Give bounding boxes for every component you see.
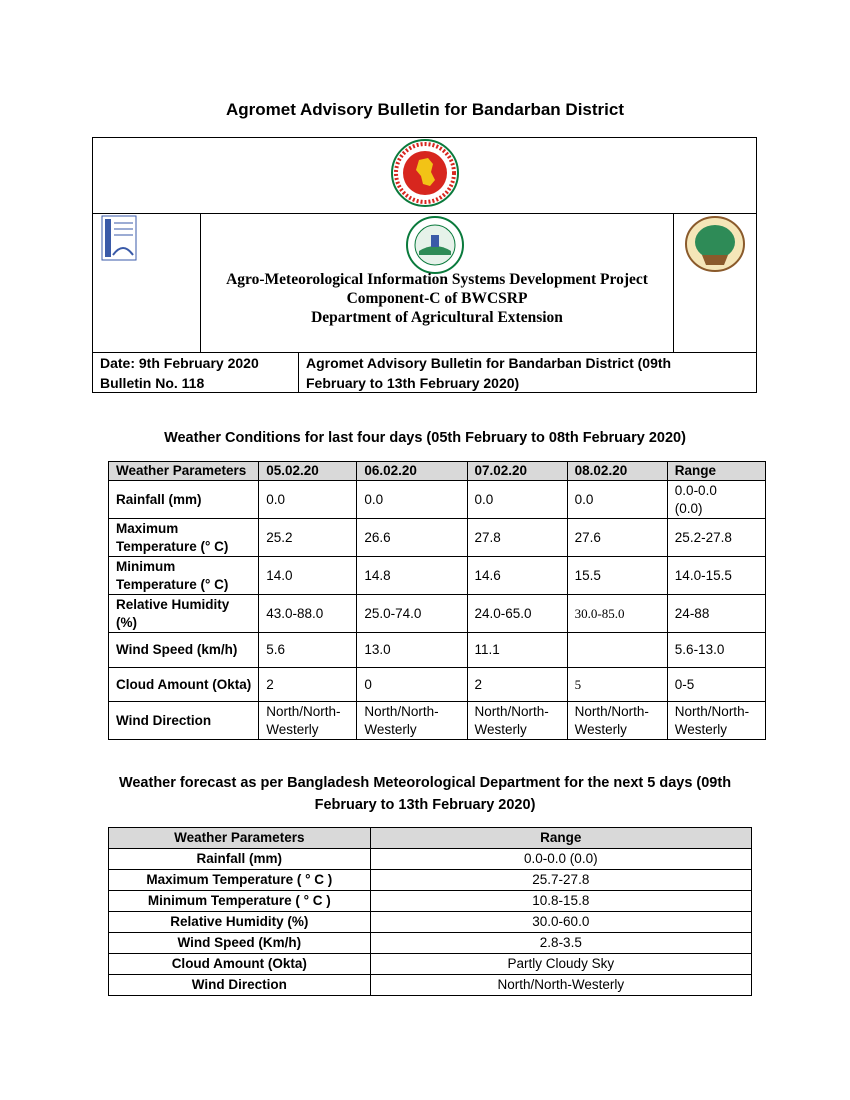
table-row [109,519,766,557]
forecast-table [108,827,752,996]
bulletin-title-cell [299,352,756,393]
parameter-cell: Relative Humidity (%) [109,912,371,933]
header-bottom-row [93,352,756,393]
value-line: Westerly [574,721,627,737]
parameter-cell: Wind Speed (Km/h) [109,933,371,954]
department-name: Department of Agricultural Extension [311,309,563,326]
value-cell: 43.0-88.0 [259,595,357,633]
value-cell [467,702,567,740]
page-title: Agromet Advisory Bulletin for Bandarban District [226,100,624,119]
range-line: 0.0-0.0 [674,482,717,498]
range-cell: 0.0-0.0 (0.0) [370,849,751,870]
header-right-cell [673,213,756,352]
range-cell: 0-5 [667,668,765,702]
bulletin-title-line1: Agromet Advisory Bulletin for Bandarban District (09th [306,355,672,371]
range-cell: 2.8-3.5 [370,933,751,954]
value-line: North/North- [674,703,750,719]
forecast-title [0,772,850,816]
bulletin-date: Date: 9th February 2020 [100,355,259,371]
bulletin-title-line2: February to 13th February 2020) [306,375,520,391]
date-cell [93,352,299,393]
value-cell [567,633,667,668]
table-row [109,595,766,633]
parameter-cell [109,519,259,557]
value-cell: 0.0 [357,481,467,519]
value-cell: 30.0-85.0 [567,595,667,633]
value-cell: 14.0 [259,557,357,595]
table-row [109,933,752,954]
past-weather-table [108,461,766,740]
header-left-cell [93,213,201,352]
param-line: (%) [116,614,137,630]
value-cell: 0.0 [567,481,667,519]
range-cell: North/North-Westerly [370,975,751,996]
range-cell: 25.7-27.8 [370,870,751,891]
header-box [92,137,757,393]
table-row [109,481,766,519]
range-cell: 10.8-15.8 [370,891,751,912]
header-top-row [93,138,756,214]
table-row [109,557,766,595]
table-header-row [109,828,752,849]
param-line: Maximum [116,520,179,536]
parameter-cell: Wind Direction [109,702,259,740]
parameter-cell: Rainfall (mm) [109,849,371,870]
column-header: 08.02.20 [567,462,667,481]
parameter-cell [109,557,259,595]
table-row [109,849,752,870]
range-cell [667,481,765,519]
range-cell: 30.0-60.0 [370,912,751,933]
value-cell: 5.6 [259,633,357,668]
table-row [109,954,752,975]
table-row [109,912,752,933]
bulletin-number: Bulletin No. 118 [100,375,205,391]
value-cell [567,702,667,740]
value-cell: 5 [567,668,667,702]
value-cell: 0.0 [259,481,357,519]
project-logo-icon [405,215,465,275]
value-cell: 2 [259,668,357,702]
value-cell: 15.5 [567,557,667,595]
value-cell: 27.6 [567,519,667,557]
value-line: North/North- [266,703,341,719]
value-cell: 25.2 [259,519,357,557]
forecast-title-line2: February to 13th February 2020) [314,797,536,813]
forecast-title-line1: Weather forecast as per Bangladesh Meteorological Department for the next 5 days (09th [118,775,732,791]
value-line: Westerly [474,721,527,737]
range-cell: 25.2-27.8 [667,519,765,557]
project-heading [200,270,674,327]
column-header: Weather Parameters [109,462,259,481]
bangladesh-government-seal-icon [390,138,460,208]
range-cell: 5.6-13.0 [667,633,765,668]
parameter-cell: Minimum Temperature ( ° C ) [109,891,371,912]
value-cell: 25.0-74.0 [357,595,467,633]
project-component: Component-C of BWCSRP [346,290,528,307]
column-header: 05.02.20 [259,462,357,481]
column-header: 07.02.20 [467,462,567,481]
dae-logo-icon [684,215,746,273]
parameter-cell: Rainfall (mm) [109,481,259,519]
parameter-cell: Wind Speed (km/h) [109,633,259,668]
header-middle-row [93,213,756,353]
value-line: North/North- [364,703,439,719]
range-cell: 24-88 [667,595,765,633]
value-line: Westerly [674,721,728,737]
table-row [109,668,766,702]
value-cell: 11.1 [467,633,567,668]
param-line: Temperature (° C) [116,538,229,554]
parameter-cell [109,595,259,633]
value-cell: 27.8 [467,519,567,557]
column-header: Weather Parameters [109,828,371,849]
table-header-row [109,462,766,481]
parameter-cell: Wind Direction [109,975,371,996]
parameter-cell: Cloud Amount (Okta) [109,668,259,702]
table-row [109,891,752,912]
param-line: Temperature (° C) [116,576,229,592]
project-name: Agro-Meteorological Information Systems Development Project [226,271,648,288]
range-cell: Partly Cloudy Sky [370,954,751,975]
table-row [109,702,766,740]
range-line: (0.0) [674,500,703,516]
table-row [109,975,752,996]
value-cell: 0 [357,668,467,702]
value-cell: 24.0-65.0 [467,595,567,633]
column-header: Range [370,828,751,849]
value-line: North/North- [474,703,549,719]
value-line: Westerly [364,721,417,737]
value-cell: 14.8 [357,557,467,595]
header-center-cell [200,213,674,352]
value-line: Westerly [266,721,319,737]
past-weather-title: Weather Conditions for last four days (05th February to 08th February 2020) [164,430,686,446]
column-header: Range [667,462,765,481]
value-cell: 0.0 [467,481,567,519]
parameter-cell: Cloud Amount (Okta) [109,954,371,975]
value-cell [259,702,357,740]
parameter-cell: Maximum Temperature ( ° C ) [109,870,371,891]
column-header: 06.02.20 [357,462,467,481]
value-cell: 13.0 [357,633,467,668]
range-cell: 14.0-15.5 [667,557,765,595]
param-line: Relative Humidity [116,596,230,612]
value-cell: 2 [467,668,567,702]
table-row [109,870,752,891]
value-line: North/North- [574,703,649,719]
param-line: Minimum [116,558,176,574]
value-cell: 26.6 [357,519,467,557]
value-cell [357,702,467,740]
table-row [109,633,766,668]
range-cell [667,702,765,740]
value-cell: 14.6 [467,557,567,595]
bwcsrp-logo-icon [101,215,137,261]
